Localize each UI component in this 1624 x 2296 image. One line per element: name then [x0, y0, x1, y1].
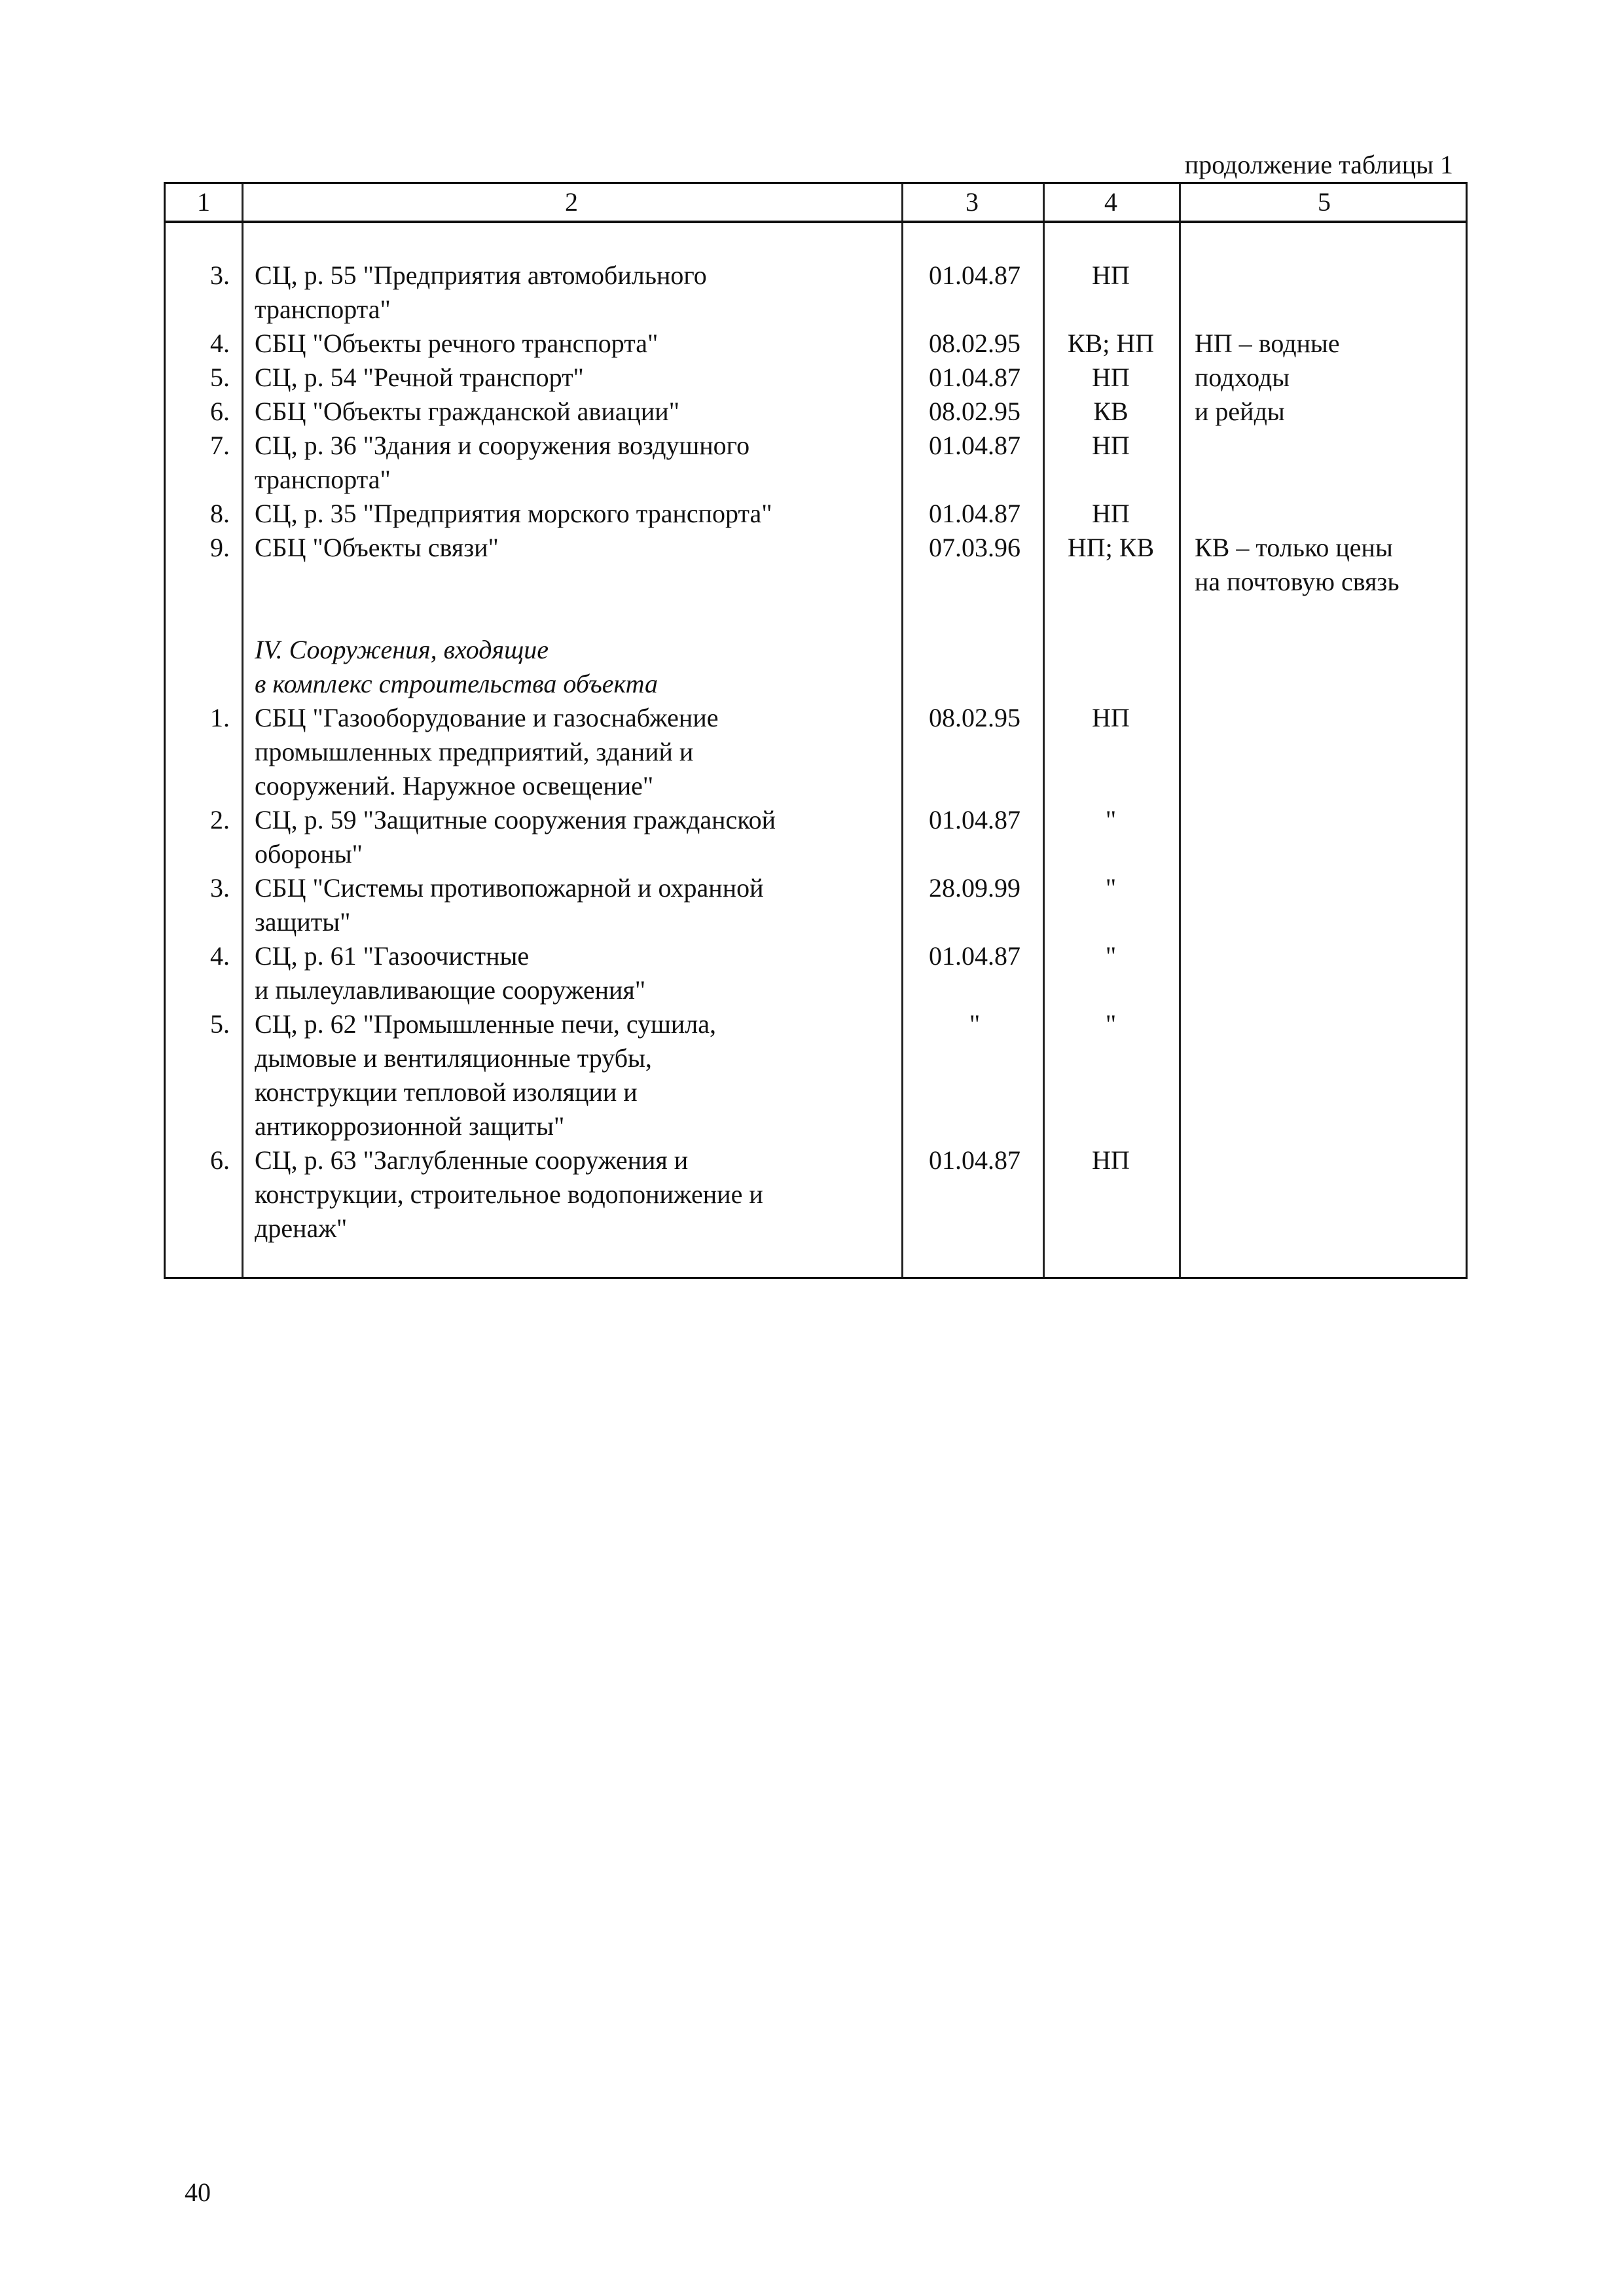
- row-title: СЦ, р. 59 "Защитные сооружения гражданской обороны": [255, 805, 776, 869]
- column-divider: [242, 184, 244, 1277]
- row-code: НП: [1092, 431, 1130, 460]
- row-title: СЦ, р. 36 "Здания и сооружения воздушного транспорта": [255, 431, 750, 494]
- row-code: НП: [1092, 260, 1130, 290]
- row-code: ": [1105, 1009, 1117, 1039]
- row-number: 5.: [210, 1009, 230, 1039]
- row-number: 7.: [210, 431, 230, 460]
- row-number: 4.: [210, 941, 230, 971]
- row-date: 28.09.99: [929, 873, 1020, 903]
- row-code: НП: [1092, 499, 1130, 528]
- column-header-3: 3: [965, 187, 979, 217]
- row-date: 01.04.87: [929, 499, 1020, 528]
- row-date: 08.02.95: [929, 329, 1020, 358]
- row-code: НП: [1092, 363, 1130, 392]
- row-code: ": [1105, 941, 1117, 971]
- column-header-4: 4: [1104, 187, 1117, 217]
- column-divider: [1179, 184, 1181, 1277]
- row-title: СЦ, р. 35 "Предприятия морского транспорта": [255, 499, 772, 528]
- section-heading: IV. Сооружения, входящие в комплекс строительства объекта: [255, 635, 659, 698]
- row-number: 5.: [210, 363, 230, 392]
- row-code: НП: [1092, 703, 1130, 732]
- row-title: СЦ, р. 63 "Заглубленные сооружения и конструкции, строительное водопонижение и дренаж": [255, 1145, 763, 1243]
- column-header-2: 2: [565, 187, 578, 217]
- row-number: 6.: [210, 397, 230, 426]
- row-title: СБЦ "Системы противопожарной и охранной защиты": [255, 873, 764, 937]
- row-number: 6.: [210, 1145, 230, 1175]
- row-date: 01.04.87: [929, 363, 1020, 392]
- row-code: НП; КВ: [1067, 533, 1155, 562]
- row-code: КВ; НП: [1067, 329, 1155, 358]
- continuation-table: [164, 182, 1468, 1279]
- row-date: 01.04.87: [929, 1145, 1020, 1175]
- page-number: 40: [185, 2178, 211, 2207]
- row-number: 1.: [210, 703, 230, 732]
- row-date: 01.04.87: [929, 260, 1020, 290]
- row-code: НП: [1092, 1145, 1130, 1175]
- row-title: СБЦ "Объекты связи": [255, 533, 499, 562]
- row-date: 01.04.87: [929, 431, 1020, 460]
- row-date: 07.03.96: [929, 533, 1020, 562]
- row-number: 3.: [210, 260, 230, 290]
- column-header-5: 5: [1318, 187, 1331, 217]
- row-code: КВ: [1093, 397, 1128, 426]
- row-title: СБЦ "Газооборудование и газоснабжение промышленных предприятий, зданий и сооружений. Наружное освещение": [255, 703, 719, 800]
- row-title: СБЦ "Объекты гражданской авиации": [255, 397, 680, 426]
- row-title: СЦ, р. 54 "Речной транспорт": [255, 363, 584, 392]
- column-header-1: 1: [197, 187, 210, 217]
- row-number: 4.: [210, 329, 230, 358]
- row-title: СЦ, р. 62 "Промышленные печи, сушила, дымовые и вентиляционные трубы, конструкции тепловой изоляции и антикоррозионной защиты": [255, 1009, 716, 1141]
- row-number: 3.: [210, 873, 230, 903]
- row-date: 01.04.87: [929, 941, 1020, 971]
- row-note: НП – водные подходы и рейды: [1195, 329, 1340, 426]
- row-title: СЦ, р. 61 "Газоочистные и пылеулавливающие сооружения": [255, 941, 646, 1005]
- row-title: СЦ, р. 55 "Предприятия автомобильного транспорта": [255, 260, 707, 324]
- row-note: КВ – только цены на почтовую связь: [1195, 533, 1399, 596]
- row-title: СБЦ "Объекты речного транспорта": [255, 329, 659, 358]
- row-date: ": [969, 1009, 981, 1039]
- row-number: 9.: [210, 533, 230, 562]
- table-continuation-caption: продолжение таблицы 1: [1184, 150, 1453, 179]
- row-code: ": [1105, 873, 1117, 903]
- row-code: ": [1105, 805, 1117, 834]
- header-rule: [166, 221, 1466, 223]
- row-date: 08.02.95: [929, 703, 1020, 732]
- row-date: 08.02.95: [929, 397, 1020, 426]
- row-number: 8.: [210, 499, 230, 528]
- row-date: 01.04.87: [929, 805, 1020, 834]
- row-number: 2.: [210, 805, 230, 834]
